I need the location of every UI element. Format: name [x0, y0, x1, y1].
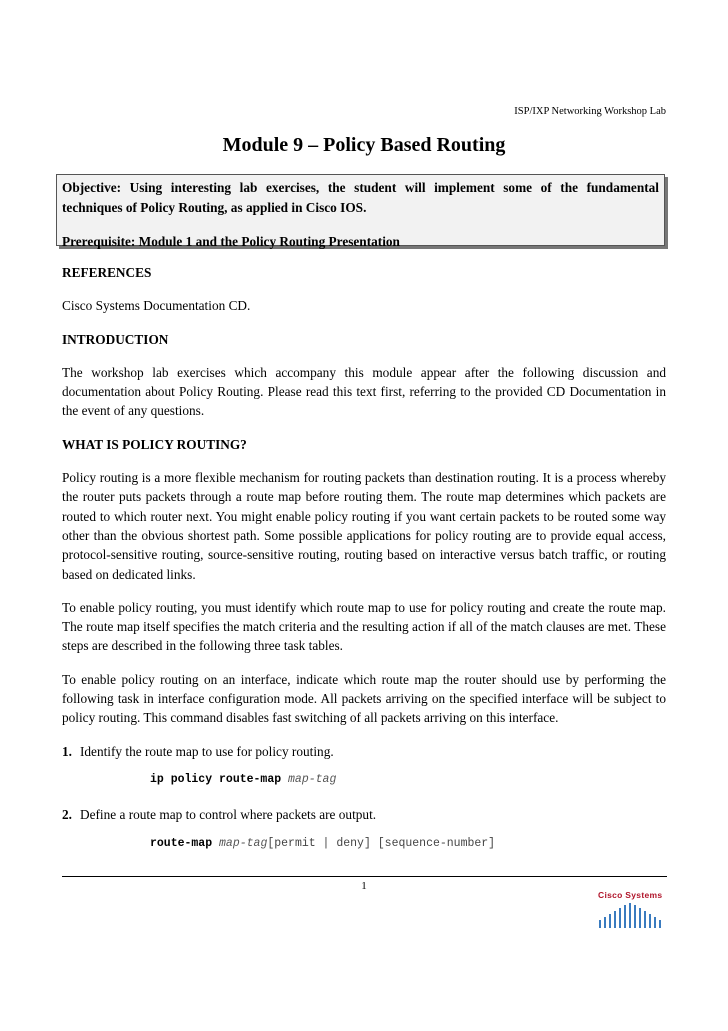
running-header: ISP/IXP Networking Workshop Lab — [514, 106, 666, 117]
step-1-text: Identify the route map to use for policy routing. — [79, 743, 334, 759]
policy-heading: WHAT IS POLICY ROUTING? — [62, 436, 247, 452]
footer-divider — [62, 876, 667, 877]
step-2-number: 2. — [62, 807, 72, 823]
step-1-command — [150, 770, 666, 789]
prerequisite-text: Prerequisite: Module 1 and the Policy Routing Presentation — [62, 234, 400, 249]
introduction-text: The workshop lab exercises which accompany this module appear after the following discussion and documentation about Policy Routing. Please read this text first, referring to the provided CD Documentation in the event of any questions. — [62, 364, 666, 419]
step-2-options: [permit | deny] [sequence-number] — [267, 836, 496, 850]
page-number: 1 — [361, 880, 367, 892]
policy-paragraph-1: Policy routing is a more flexible mechanism for routing packets than destination routing. It is a process whereby the router puts packets through a route map before routing them. The route map determines which packets are routed to which router next. You might enable policy routing if you want certain packets to be routed some way other than the obvious shortest path. Some possible applications for policy routing are to provide equal access, protocol-sensitive routing, source-sensitive routing, routing based on interactive versus batch traffic, or routing based on dedicated links. — [62, 470, 666, 582]
step-2 — [62, 805, 666, 824]
policy-paragraph-2: To enable policy routing, you must identify which route map to use for policy routing and create the route map. The route map itself specifies the match criteria and the resulting action if all of the match clauses are met. These steps are described in the following three task tables. — [62, 599, 666, 654]
cisco-bridge-graphic — [599, 903, 661, 928]
step-2-command — [150, 834, 666, 853]
step-1-cmd: ip policy route-map — [150, 772, 282, 786]
step-2-arg: map-tag — [219, 836, 268, 850]
objective-box — [56, 174, 665, 249]
step-1-arg: map-tag — [288, 772, 337, 786]
references-heading: REFERENCES — [62, 265, 152, 280]
step-2-cmd: route-map — [150, 836, 213, 850]
cisco-logo-text: Cisco Systems — [598, 890, 663, 900]
step-1-number: 1. — [62, 743, 72, 759]
cisco-logo — [596, 888, 666, 930]
step-2-text: Define a route map to control where packets are output. — [79, 807, 377, 823]
objective-text: Objective: Using interesting lab exercises, the student will implement some of the fundamental techniques of Policy Routing, as applied in Cisco IOS. — [62, 180, 659, 215]
main-content — [62, 263, 666, 869]
page-title: Module 9 – Policy Based Routing — [222, 134, 506, 156]
references-text: Cisco Systems Documentation CD. — [62, 298, 251, 314]
policy-paragraph-3: To enable policy routing on an interface, indicate which route map the router should use by performing the following task in interface configuration mode. All packets arriving on the specified interface will be subject to policy routing. This command disables fast switching of all packets arriving on this interface. — [62, 671, 666, 726]
introduction-heading: INTRODUCTION — [62, 331, 169, 347]
step-1 — [62, 742, 666, 761]
